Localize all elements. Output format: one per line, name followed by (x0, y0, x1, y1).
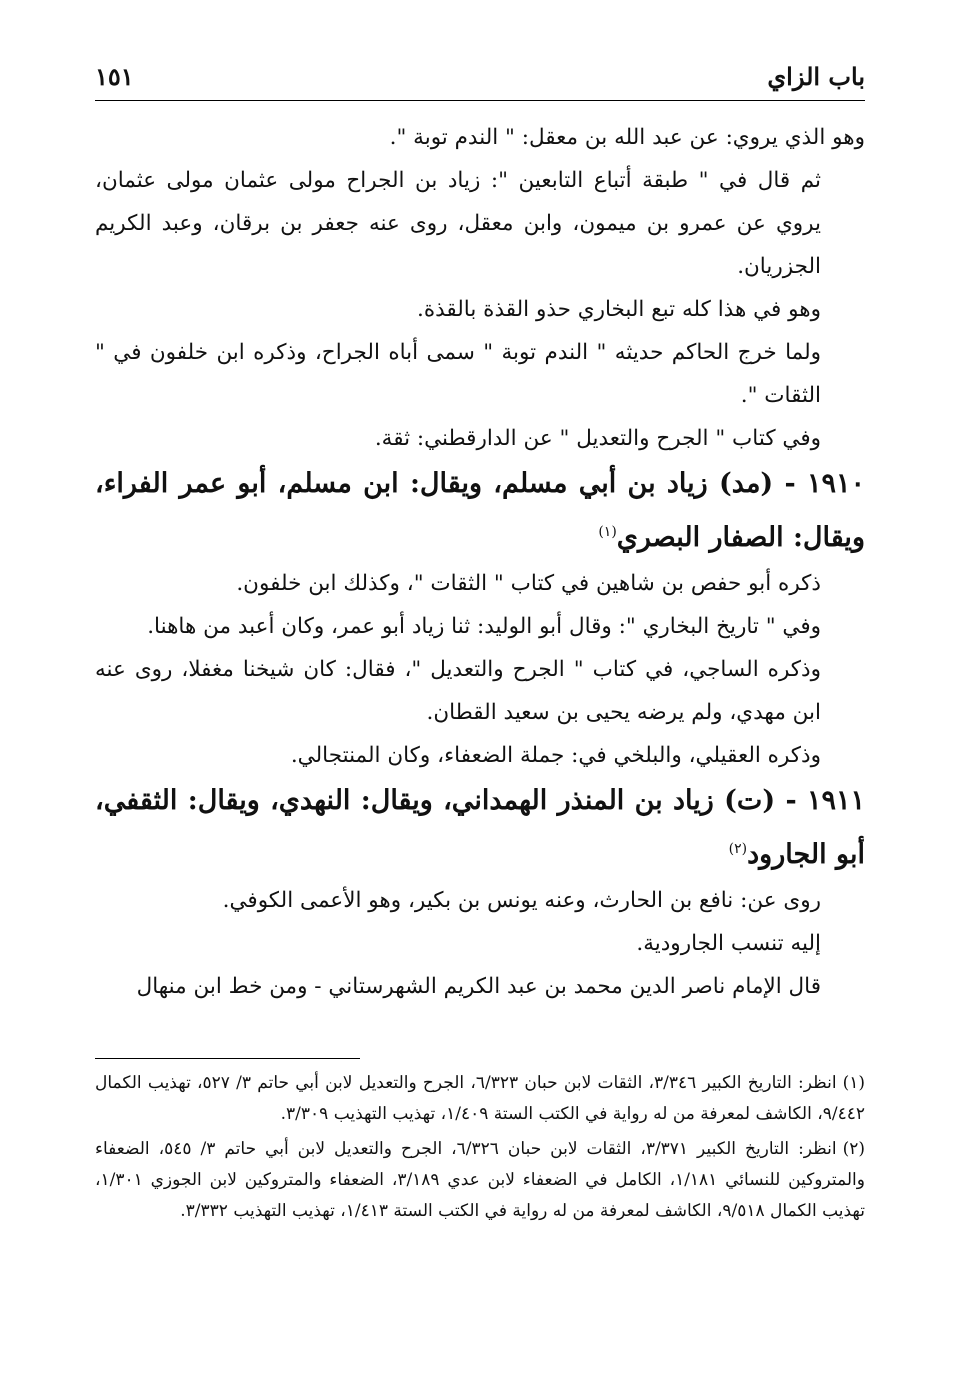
paragraph: وفي كتاب " الجرح والتعديل " عن الدارقطني: ثقة. (374, 426, 821, 451)
entry-heading-1911 (95, 777, 865, 879)
paragraph: ولما خرج الحاكم حديثه " الندم توبة " سمى أباه الجراح، وذكره ابن خلفون في " الثقات ". (95, 340, 821, 408)
paragraph: روى عن: نافع بن الحارث، وعنه يونس بن بكير، وهو الأعمى الكوفي. (222, 888, 821, 913)
footnote-number: (٢) (842, 1139, 866, 1159)
paragraph: وفي " تاريخ البخاري ": وقال أبو الوليد: ثنا زياد أبو عمر، وكان أعبد من هاهنا. (147, 614, 821, 639)
footnote (95, 1068, 865, 1130)
footnotes (95, 1068, 865, 1231)
paragraph: قال الإمام ناصر الدين محمد بن عبد الكريم الشهرستاني - ومن خط ابن منهال (136, 974, 821, 999)
footnote-ref: (٢) (728, 841, 748, 857)
entry-heading-text: ١٩١٠ - (مد) زياد بن أبي مسلم، ويقال: ابن مسلم، أبو عمر الفراء، ويقال: الصفار البصري (95, 468, 865, 553)
footnote-text: انظر: التاريخ الكبير ٣/٣٤٦، الثقات لابن حبان ٦/٣٢٣، الجرح والتعديل لابن أبي حاتم ٣/ ٥٢٧، تهذيب الكمال ٩/٤٤٢، الكاشف لمعرفة من له رواية في الكتب الستة ١/٤٠٩، تهذيب التهذيب ٣/٣٠٩. (95, 1073, 865, 1124)
chapter-title: باب الزاي (767, 62, 865, 91)
footnote (95, 1134, 865, 1227)
footnote-divider (95, 1058, 360, 1059)
footnote-text: انظر: التاريخ الكبير ٣/٣٧١، الثقات لابن حبان ٦/٣٢٦، الجرح والتعديل لابن أبي حاتم ٣/ ٥٤٥، الضعفاء والمتروكين للنسائي ١/١٨١، الكامل في الضعفاء لابن عدي ٣/١٨٩، الضعفاء والمتروكين لابن الجوزي ١/٣٠١، تهذيب الكمال ٩/٥١٨، الكاشف لمعرفة من له رواية في الكتب الستة ١/٤١٣، تهذيب التهذيب ٣/٣٣٢. (95, 1139, 865, 1221)
paragraph: وذكره العقيلي، والبلخي في: جملة الضعفاء، وكان المنتجالي. (290, 743, 821, 768)
paragraph: وهو الذي يروي: عن عبد الله بن معقل: " الندم توبة ". (389, 125, 865, 150)
footnote-number: (١) (842, 1073, 865, 1093)
page-number: ١٥١ (95, 62, 134, 91)
page-header (95, 60, 865, 101)
paragraph: ثم قال في " طبقة أتباع التابعين ": زياد بن الجراح مولى عثمان مولى عثمان، يروي عن عمرو بن ميمون، وابن معقل، روى عنه جعفر بن برقان، وعبد الكريم الجزريان. (95, 168, 821, 279)
entry-heading-1910 (95, 460, 865, 562)
entry-heading-text: ١٩١١ - (ت) زياد بن المنذر الهمداني، ويقال: النهدي، ويقال: الثقفي، أبو الجارود (95, 785, 865, 870)
paragraph: وهو في هذا كله تبع البخاري حذو القذة بالقذة. (417, 297, 821, 322)
paragraph: وذكره الساجي، في كتاب " الجرح والتعديل "، فقال: كان شيخنا مغفلا، روى عنه ابن مهدي، ولم يرضه يحيى بن سعيد القطان. (95, 657, 821, 725)
paragraph: إليه تنسب الجارودية. (636, 931, 821, 956)
footnote-ref: (١) (598, 524, 617, 540)
paragraph: ذكره أبو حفص بن شاهين في كتاب " الثقات "، وكذلك ابن خلفون. (236, 571, 821, 596)
main-text (95, 116, 865, 1008)
